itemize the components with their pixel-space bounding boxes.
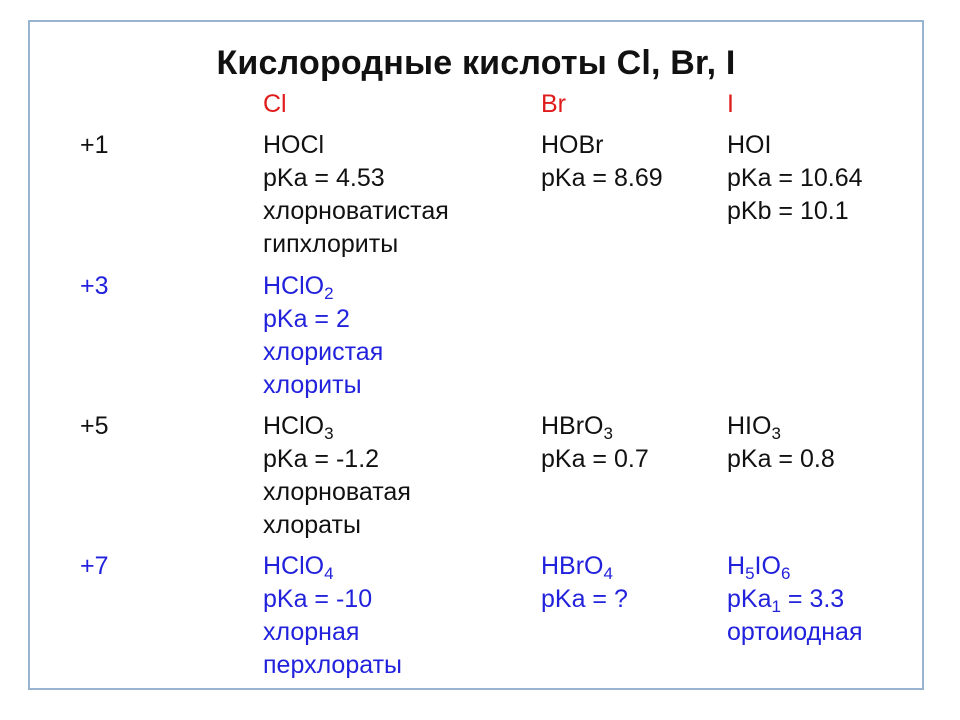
cell-cl-plus5 [263, 410, 411, 542]
ox-state-plus3: +3 [80, 272, 109, 300]
formula: HOI [727, 131, 772, 159]
formula: HClO$_2$ [263, 272, 334, 303]
slide-frame [28, 20, 924, 690]
cell-br-plus5 [541, 410, 649, 476]
formula: $H_5IO_6$ [727, 552, 791, 583]
acid-name: хлорноватая [263, 478, 411, 506]
pka-value: pKa = 4.53 [263, 164, 385, 192]
pka-value: pKa = ? [541, 585, 628, 613]
cell-br-plus7 [541, 550, 628, 616]
pka-value: pKa = 10.64 [727, 164, 863, 192]
acid-name: ортоиодная [727, 618, 863, 646]
header-i: I [727, 90, 734, 118]
ox-state-plus7: +7 [80, 552, 109, 580]
header-cl: Cl [263, 90, 287, 118]
formula: HOBr [541, 131, 604, 159]
slide-title: Кислородные кислоты Cl, Br, I [216, 44, 736, 82]
ox-state-plus1: +1 [80, 131, 109, 159]
formula: HOCl [263, 131, 325, 159]
salt-name: хлораты [263, 511, 361, 539]
cell-i-plus1 [727, 129, 863, 228]
cell-cl-plus3 [263, 270, 383, 402]
header-br: Br [541, 90, 566, 118]
acid-name: хлорноватистая [263, 197, 449, 225]
cell-cl-plus1 [263, 129, 449, 261]
formula: HClO$_4$ [263, 552, 334, 583]
pka-value: pKa = 0.8 [727, 445, 835, 473]
formula: HBrO$_4$ [541, 552, 613, 583]
salt-name: перхлораты [263, 651, 403, 679]
salt-name: гипхлориты [263, 230, 399, 258]
cell-i-plus7 [727, 550, 863, 649]
acid-name: хлористая [263, 338, 384, 366]
pka-value: pKa = -1.2 [263, 445, 380, 473]
formula: HBrO$_3$ [541, 412, 613, 443]
ox-state-plus5: +5 [80, 412, 109, 440]
cell-br-plus1 [541, 129, 663, 195]
cell-cl-plus7 [263, 550, 402, 682]
pka-value: pKa = 8.69 [541, 164, 663, 192]
acid-name: хлорная [263, 618, 360, 646]
formula: $HIO_3$ [727, 412, 781, 443]
salt-name: хлориты [263, 371, 362, 399]
formula: HClO$_3$ [263, 412, 334, 443]
pka-value: pKa$_1$ = 3.3 [727, 585, 845, 616]
cell-i-plus5 [727, 410, 835, 476]
pka-value: pKa = 0.7 [541, 445, 649, 473]
pkb-value: pKb = 10.1 [727, 197, 849, 225]
pka-value: pKa = -10 [263, 585, 373, 613]
pka-value: pKa = 2 [263, 305, 350, 333]
